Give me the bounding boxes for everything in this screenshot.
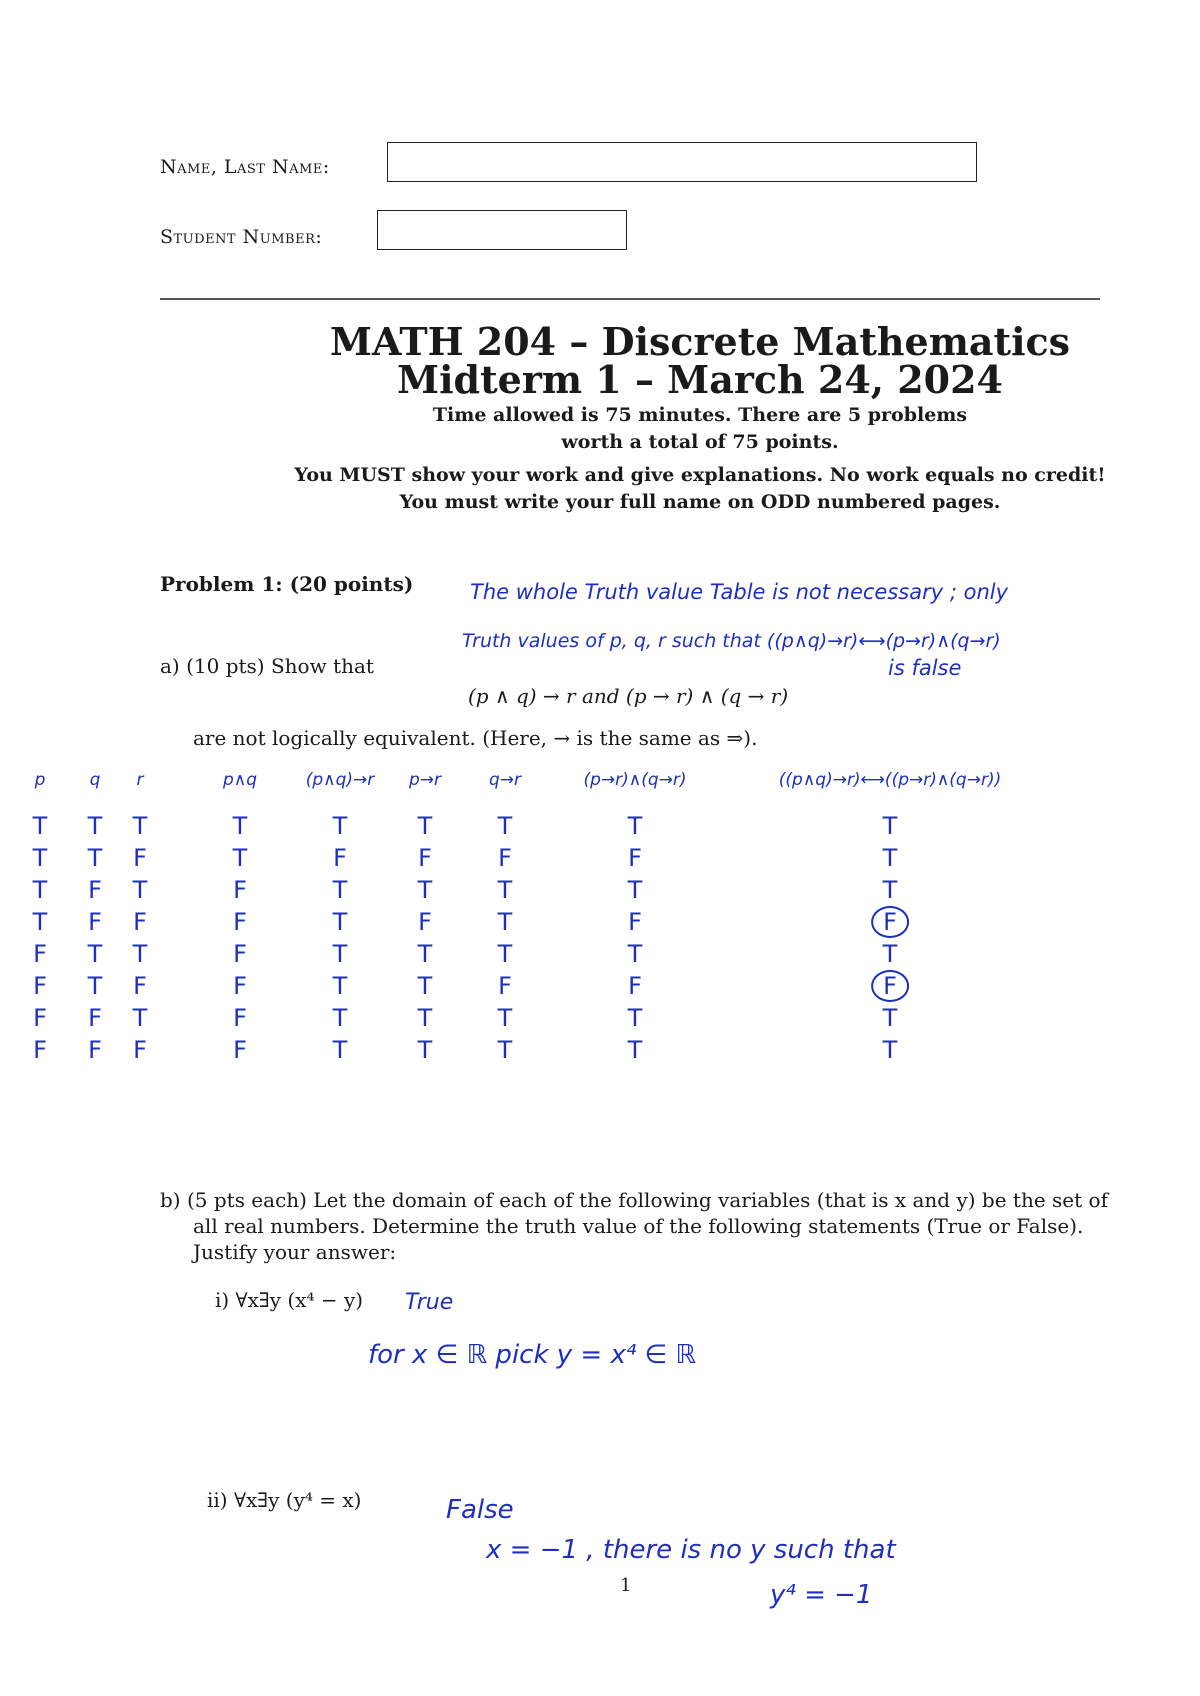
truth-table-cell: F	[233, 940, 247, 968]
truth-table-cell: T	[882, 1036, 898, 1064]
truth-table-cell: T	[627, 812, 643, 840]
truth-table-cell: F	[133, 1036, 147, 1064]
truth-table-cell: T	[132, 876, 148, 904]
part-a-tail: are not logically equivalent. (Here, → is the same as ⇒).	[193, 726, 758, 750]
handwritten-note-2: Truth values of p, q, r such that ((p∧q)→r)⟷(p→r)∧(q→r)	[462, 630, 1001, 652]
truth-table-cell: F	[418, 908, 432, 936]
truth-table-cell: F	[88, 908, 102, 936]
truth-table-cell: T	[497, 876, 513, 904]
truth-table-cell: T	[417, 876, 433, 904]
instructions-line-4: You must write your full name on ODD numbered pages.	[399, 491, 1001, 513]
part-b-intro-2: all real numbers. Determine the truth value of the following statements (True or False).	[193, 1214, 1084, 1238]
page-number: 1	[620, 1575, 632, 1596]
truth-table-cell: F	[628, 844, 642, 872]
truth-table-cell: T	[87, 940, 103, 968]
truth-table-cell: F	[33, 940, 47, 968]
truth-table-cell: T	[882, 812, 898, 840]
truth-table-header: p∧q	[222, 770, 258, 790]
student-number-label: Student Number:	[160, 226, 323, 248]
truth-table-header: r	[136, 770, 144, 790]
truth-table-cell: F	[871, 972, 909, 1000]
truth-table-cell: F	[498, 844, 512, 872]
answer-ii-equation: y⁴ = −1	[770, 1580, 873, 1610]
truth-table-cell: T	[132, 812, 148, 840]
truth-table-cell: F	[133, 844, 147, 872]
truth-table-cell: T	[332, 812, 348, 840]
header-divider	[160, 298, 1100, 300]
truth-table-cell: F	[233, 972, 247, 1000]
instructions-line-1: Time allowed is 75 minutes. There are 5 problems	[432, 404, 968, 426]
truth-table-cell: F	[88, 1036, 102, 1064]
truth-table-cell: T	[497, 1036, 513, 1064]
truth-table-header: (p∧q)→r	[305, 770, 375, 790]
truth-table-cell: F	[133, 972, 147, 1000]
student-number-field[interactable]	[377, 210, 627, 250]
truth-table-cell: T	[497, 1004, 513, 1032]
truth-table-cell: T	[332, 972, 348, 1000]
truth-table-cell: F	[133, 908, 147, 936]
truth-table-cell: T	[232, 812, 248, 840]
truth-table-cell: T	[332, 940, 348, 968]
answer-ii-justification: x = −1 , there is no y such that	[486, 1535, 896, 1565]
exam-subtitle: Midterm 1 – March 24, 2024	[397, 357, 1003, 402]
truth-table-cell: T	[882, 844, 898, 872]
truth-table-cell: T	[882, 876, 898, 904]
truth-table-cell: F	[33, 1004, 47, 1032]
truth-table-cell: T	[87, 972, 103, 1000]
truth-table-cell: T	[627, 876, 643, 904]
truth-table-cell: T	[332, 1004, 348, 1032]
truth-table-cell: T	[87, 844, 103, 872]
truth-table-cell: T	[32, 844, 48, 872]
truth-table-cell: T	[332, 876, 348, 904]
truth-table-cell: F	[233, 1036, 247, 1064]
truth-table-cell: T	[417, 1004, 433, 1032]
truth-table-cell: F	[233, 908, 247, 936]
answer-i-verdict: True	[405, 1290, 454, 1315]
answer-ii-verdict: False	[446, 1495, 514, 1525]
truth-table-cell: T	[497, 812, 513, 840]
instructions-line-2: worth a total of 75 points.	[561, 431, 839, 453]
truth-table-cell: T	[132, 1004, 148, 1032]
truth-table-cell: F	[33, 1036, 47, 1064]
truth-table-cell: T	[232, 844, 248, 872]
truth-table-cell: T	[32, 908, 48, 936]
truth-table-cell: T	[627, 1004, 643, 1032]
part-b-ii-statement: ii) ∀x∃y (y⁴ = x)	[207, 1488, 362, 1512]
truth-table-cell: F	[628, 972, 642, 1000]
exam-title: MATH 204 – Discrete Mathematics	[329, 319, 1071, 364]
truth-table-cell: F	[628, 908, 642, 936]
truth-table-header: p	[34, 770, 46, 790]
truth-table-cell: T	[417, 940, 433, 968]
truth-table-cell: T	[32, 876, 48, 904]
truth-table-cell: T	[332, 908, 348, 936]
name-label: Name, Last Name:	[160, 156, 330, 178]
truth-table-cell: T	[32, 812, 48, 840]
truth-table-cell: T	[332, 1036, 348, 1064]
truth-table-header: q→r	[488, 770, 522, 790]
problem-1-heading: Problem 1: (20 points)	[160, 572, 414, 596]
truth-table-cell: T	[882, 940, 898, 968]
truth-table-header: p→r	[408, 770, 442, 790]
truth-table-cell: F	[418, 844, 432, 872]
truth-table-cell: T	[132, 940, 148, 968]
truth-table-cell: T	[627, 940, 643, 968]
truth-table-cell: F	[88, 1004, 102, 1032]
truth-table-cell: T	[627, 1036, 643, 1064]
part-a-formula: (p ∧ q) → r and (p → r) ∧ (q → r)	[468, 684, 789, 708]
truth-table-header: ((p∧q)→r)⟷((p→r)∧(q→r))	[778, 770, 1002, 790]
truth-table-cell: F	[871, 908, 909, 936]
truth-table-cell: F	[233, 876, 247, 904]
part-b-intro-3: Justify your answer:	[193, 1240, 397, 1264]
truth-table-cell: T	[497, 940, 513, 968]
part-b-intro-1: b) (5 pts each) Let the domain of each of the following variables (that is x and y) be the set of	[160, 1188, 1108, 1212]
instructions-line-3: You MUST show your work and give explanations. No work equals no credit!	[294, 464, 1106, 486]
truth-table-cell: F	[498, 972, 512, 1000]
truth-table-cell: T	[87, 812, 103, 840]
truth-table-cell: T	[417, 972, 433, 1000]
truth-table-cell: T	[417, 1036, 433, 1064]
part-b-i-statement: i) ∀x∃y (x⁴ − y)	[215, 1288, 364, 1312]
handwritten-note-3: is false	[888, 656, 962, 680]
name-field[interactable]	[387, 142, 977, 182]
answer-i-justification: for x ∈ ℝ pick y = x⁴ ∈ ℝ	[368, 1340, 697, 1370]
truth-table-header: (p→r)∧(q→r)	[583, 770, 687, 790]
truth-table-cell: T	[497, 908, 513, 936]
part-a-label: a) (10 pts) Show that	[160, 654, 374, 678]
truth-table-cell: F	[333, 844, 347, 872]
truth-table-cell: T	[882, 1004, 898, 1032]
truth-table-header: q	[89, 770, 101, 790]
truth-table-cell: F	[88, 876, 102, 904]
truth-table-cell: T	[417, 812, 433, 840]
truth-table-cell: F	[233, 1004, 247, 1032]
truth-table-cell: F	[33, 972, 47, 1000]
handwritten-note-1: The whole Truth value Table is not necessary ; only	[470, 580, 1009, 604]
